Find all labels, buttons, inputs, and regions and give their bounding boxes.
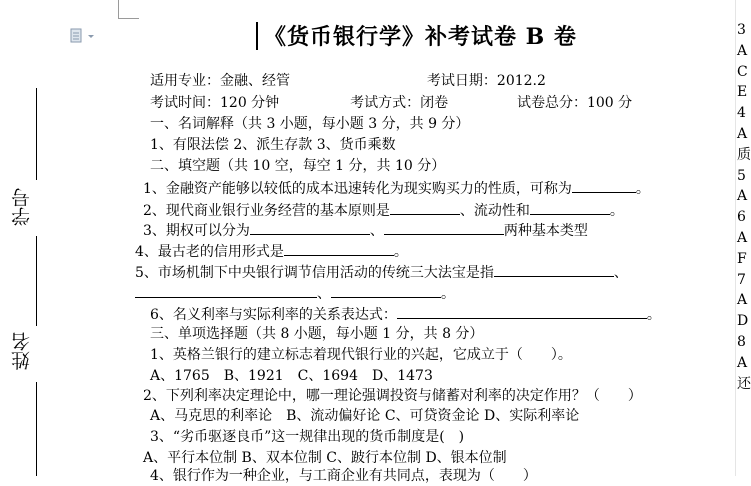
fill-question-1: 1、金融资产能够以较低的成本迅速转化为现实购买力的性质，可称为 。 [143, 177, 650, 199]
fill-question-5-cont: 、 。 [135, 282, 455, 304]
fill-question-2: 2、现代商业银行业务经营的基本原则是 、流动性和 。 [143, 199, 624, 221]
choice-question-3: 3、“劣币驱逐良币”这一规律出现的货币制度是( ) [150, 429, 465, 445]
exam-time: 考试时间：120 分钟 [150, 95, 280, 111]
fill-question-5: 5、市场机制下中央银行调节信用活动的传统三大法宝是指 、 [135, 261, 628, 283]
page-title: 《货币银行学》补考试卷 B 卷 [264, 24, 577, 50]
answer-blank[interactable] [135, 282, 317, 298]
title-bar-marker [256, 22, 258, 50]
page-corner-mark [118, 0, 139, 19]
section-1-items: 1、有限法偿 2、派生存款 3、货币乘数 [150, 137, 396, 153]
fill-question-3: 3、期权可以分为 、 两种基本类型 [143, 219, 588, 241]
fill-question-4: 4、最古老的信用形式是 。 [135, 240, 408, 262]
section-2-heading: 二、填空题（共 10 空，每空 1 分，共 10 分） [150, 158, 446, 174]
choice-question-2-options: A、马克思的利率论 B、流动偏好论 C、可贷资金论 D、实际利率论 [150, 408, 580, 424]
answer-blank[interactable] [572, 177, 636, 193]
student-id-label: 学号 [11, 188, 33, 226]
exam-mode: 考试方式：闭卷 [350, 95, 449, 111]
major-label: 适用专业：金融、经管 [150, 73, 290, 89]
exam-date: 考试日期：2012.2 [426, 73, 546, 89]
paste-options-icon[interactable] [70, 28, 98, 44]
exam-score: 试卷总分：100 分 [516, 95, 633, 111]
answer-blank[interactable] [530, 199, 610, 215]
choice-question-3-options: A、平行本位制 B、双本位制 C、跛行本位制 D、银本位制 [143, 450, 507, 466]
binding-margin-line [36, 382, 37, 476]
section-3-heading: 三、单项选择题（共 8 小题，每小题 1 分，共 8 分） [150, 326, 484, 342]
answer-blank[interactable] [284, 240, 394, 256]
fill-question-6: 6、名义利率与实际利率的关系表达式： 。 [150, 303, 661, 325]
answer-blank[interactable] [250, 219, 370, 235]
answer-blank[interactable] [390, 199, 460, 215]
answer-blank[interactable] [331, 282, 441, 298]
answer-blank[interactable] [397, 303, 647, 319]
binding-margin-line [36, 236, 37, 326]
section-1-heading: 一、名词解释（共 3 小题，每小题 3 分，共 9 分） [150, 116, 470, 132]
next-page-edge-text: 3 A C E 4 A 质 5 A 6 A F 7 A D 8 A 还 [737, 22, 751, 392]
choice-question-2: 2、下列利率决定理论中，哪一理论强调投资与储蓄对利率的决定作用？（ ） [143, 388, 642, 404]
name-label: 姓名 [11, 332, 33, 370]
header-row-2 [150, 93, 632, 113]
choice-question-1-options: A、1765 B、1921 C、1694 D、1473 [150, 368, 433, 384]
header-row-1 [150, 71, 546, 91]
binding-margin-line [36, 88, 37, 180]
page-edge [735, 0, 736, 476]
answer-blank[interactable] [384, 219, 504, 235]
choice-question-1: 1、英格兰银行的建立标志着现代银行业的兴起，它成立于（ ）。 [150, 347, 572, 363]
choice-question-4: 4、银行作为一种企业，与工商企业有共同点，表现为（ ） [150, 468, 537, 484]
answer-blank[interactable] [494, 261, 614, 277]
